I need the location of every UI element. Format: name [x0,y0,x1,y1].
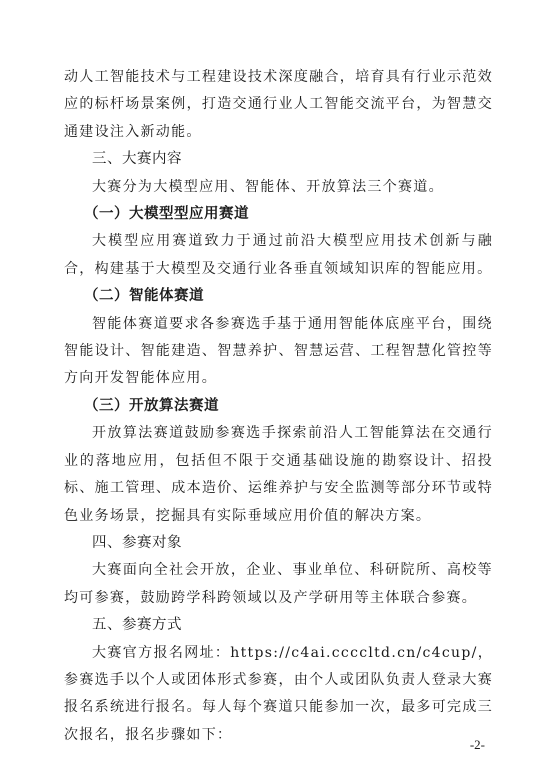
track-paragraph-open-algorithm: 开放算法赛道鼓励参赛选手探索前沿人工智能算法在交通行业的落地应用，包括但不限于交通基础设施的勘察设计、招投标、施工管理、成本造价、运维养护与安全监测等部分环节或特色业务场景，挖掘具有实际垂域应用价值的解决方案。 [64,425,493,524]
section-heading-participants: 四、参赛对象 [92,534,182,551]
intro-paragraph: 动人工智能技术与工程建设技术深度融合，培育具有行业示范效应的标杆场景案例，打造交通行业人工智能交流平台，为智慧交通建设注入新动能。 [64,69,493,140]
track-heading-agent: （二）智能体赛道 [84,288,204,305]
participants-paragraph: 大赛面向全社会开放，企业、事业单位、科研院所、高校等均可参赛，鼓励跨学科跨领域以及产学研用等主体联合参赛。 [64,562,493,606]
section-heading-contest-content: 三、大赛内容 [92,151,182,168]
track-heading-open-algorithm: （三）开放算法赛道 [84,397,219,414]
page-number: -2- [469,737,485,752]
track-paragraph-large-model: 大模型应用赛道致力于通过前沿大模型应用技术创新与融合，构建基于大模型及交通行业各垂直领域知识库的智能应用。 [64,233,493,277]
track-paragraph-agent: 智能体赛道要求各参赛选手基于通用智能体底座平台，围绕智能设计、智能建造、智慧养护、智慧运营、工程智慧化管控等方向开发智能体应用。 [64,315,493,387]
section-heading-participation-method: 五、参赛方式 [92,617,182,634]
track-heading-large-model: （一）大模型型应用赛道 [84,206,249,223]
document-body [64,64,493,749]
section-paragraph: 大赛分为大模型应用、智能体、开放算法三个赛道。 [92,178,444,195]
participation-method-paragraph: 大赛官方报名网址：https://c4ai.ccccltd.cn/c4cup/，参赛选手以个人或团体形式参赛，由个人或团队负责人登录大赛报名系统进行报名。每人每个赛道只能参加一次，最多可完成三次报名，报名步骤如下： [64,644,493,743]
